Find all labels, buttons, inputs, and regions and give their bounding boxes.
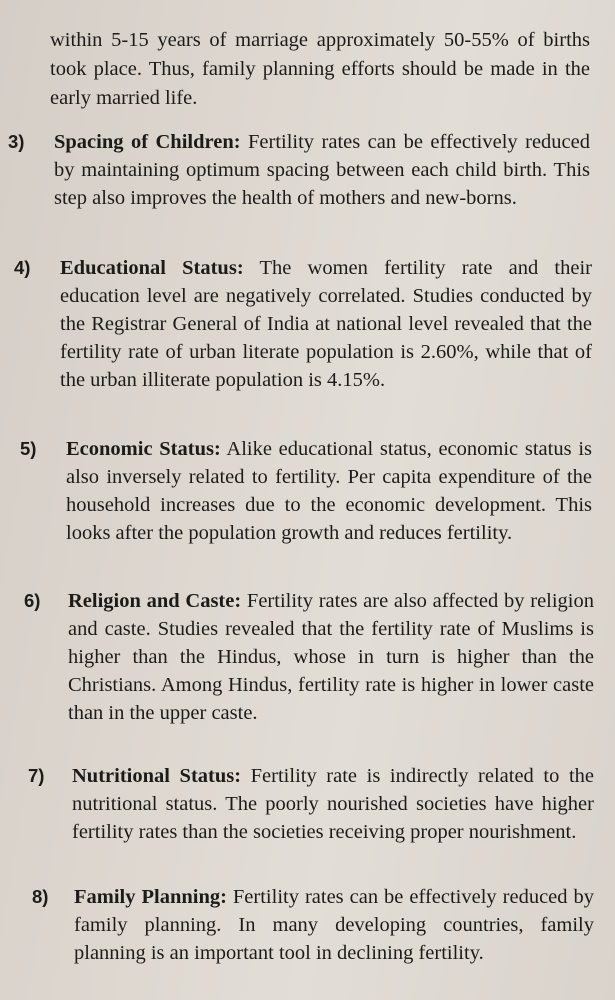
list-item-spacing-of-children (8, 128, 590, 212)
list-item-nutritional-status (28, 762, 594, 846)
list-item-religion-and-caste (24, 587, 594, 727)
list-item-heading: Nutritional Status: (72, 765, 242, 787)
list-item-number: 7) (28, 765, 45, 786)
list-item-body (60, 254, 592, 394)
list-item-text: The women fertility rate and their education level are negatively correlated. Studies conducted by the Registrar General of India at national level revealed that the fertility rate of urban literate population is 2.60%, while that of the urban illiterate population is 4.15%. (60, 257, 592, 391)
list-item-body (54, 128, 590, 212)
intro-paragraph: within 5-15 years of marriage approximately 50-55% of births took place. Thus, family planning efforts should be made in the early married life. (50, 29, 590, 109)
list-item-educational-status (14, 254, 592, 394)
list-item-text: Fertility rates can be effectively reduced by maintaining optimum spacing between each child birth. This step also improves the health of mothers and new-borns. (54, 131, 590, 209)
list-item-body (66, 435, 592, 547)
list-item-heading: Family Planning: (74, 886, 227, 908)
list-item-economic-status (20, 435, 592, 547)
list-item-number: 4) (14, 257, 31, 278)
list-item-heading: Spacing of Children: (54, 131, 241, 153)
list-item-text: Fertility rate is indirectly related to the nutritional status. The poorly nourished societies have higher fertility rates than the societies receiving proper nourishment. (72, 765, 594, 843)
list-item-body (68, 587, 594, 727)
list-item-heading: Economic Status: (66, 438, 221, 460)
list-item-text: Alike educational status, economic status is also inversely related to fertility. Per capita expenditure of the household increases due to the economic development. This looks after the population growth and reduces fertility. (66, 438, 592, 544)
list-item-number: 3) (8, 131, 25, 152)
list-item-body (74, 883, 594, 967)
list-item-body (72, 762, 594, 846)
list-item-family-planning (32, 883, 594, 967)
list-item-number: 5) (20, 438, 37, 459)
list-item-text: Fertility rates can be effectively reduced by family planning. In many developing countries, family planning is an important tool in declining fertility. (74, 886, 594, 964)
list-item-text: Fertility rates are also affected by religion and caste. Studies revealed that the fertility rate of Muslims is higher than the Hindus, whose in turn is higher than the Christians. Among Hindus, fertility rate is higher in lower caste than in the upper caste. (68, 590, 595, 724)
list-item-heading: Educational Status: (60, 257, 244, 279)
list-item-number: 6) (24, 590, 41, 611)
list-item-number: 8) (32, 886, 49, 907)
list-item-heading: Religion and Caste: (68, 590, 242, 612)
